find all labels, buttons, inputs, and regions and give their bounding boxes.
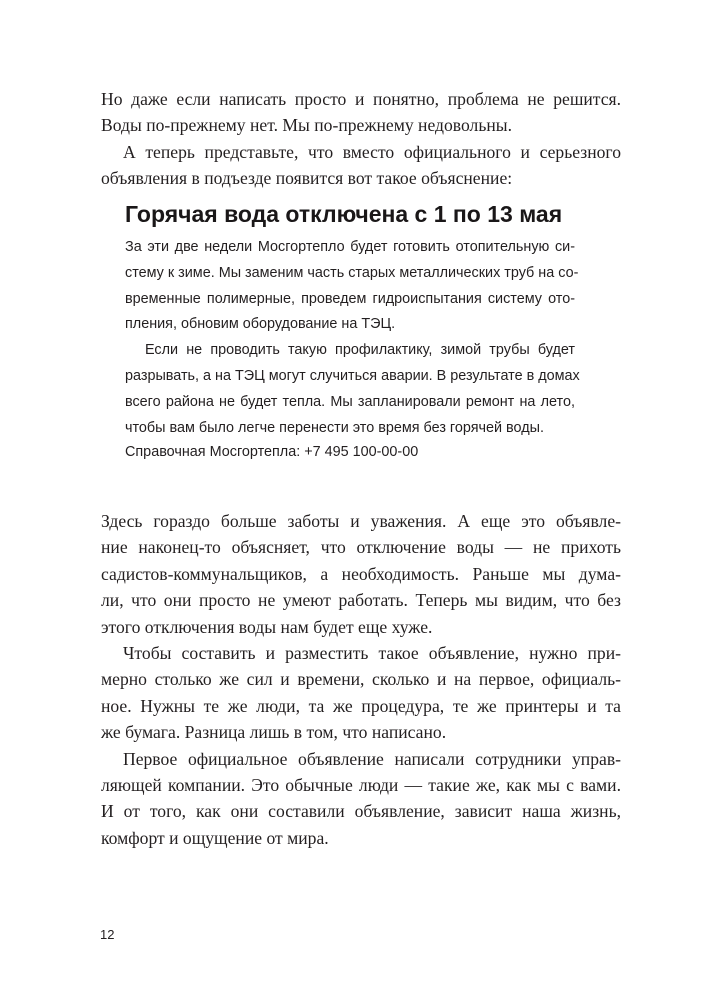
text-line: объявления в подъезде появится вот такое объяснение: bbox=[101, 168, 513, 189]
notice-line: временные полимерные, проведем гидроиспытания систему ото- bbox=[125, 290, 575, 307]
notice-phone: Справочная Мосгортепла: +7 495 100-00-00 bbox=[125, 444, 419, 460]
text-line: Но даже если написать просто и понятно, проблема не решится. bbox=[101, 89, 621, 109]
text-line: Воды по-прежнему нет. Мы по-прежнему недовольны. bbox=[101, 115, 512, 136]
notice-title: Горячая вода отключена с 1 по 13 мая bbox=[125, 201, 563, 227]
text-line: Первое официальное объявление написали сотрудники управ- bbox=[123, 748, 621, 769]
notice-body bbox=[125, 235, 580, 441]
notice-line: разрывать, а на ТЭЦ могут случиться аварии. В результате в домах bbox=[125, 367, 580, 384]
text-line: комфорт и ощущение от мира. bbox=[101, 827, 329, 848]
notice-line: Если не проводить такую профилактику, зимой трубы будет bbox=[145, 342, 575, 359]
text-line: же бумага. Разница лишь в том, что написано. bbox=[101, 722, 447, 743]
text-line: мерно столько же сил и времени, сколько и на первое, официаль- bbox=[101, 669, 621, 690]
page-number: 12 bbox=[100, 927, 115, 942]
text-line: Здесь гораздо больше заботы и уважения. А еще это объявле- bbox=[101, 511, 621, 531]
text-line: садистов-коммунальщиков, а необходимость. Раньше мы дума- bbox=[101, 563, 621, 584]
intro-paragraphs bbox=[101, 86, 621, 192]
text-line: Чтобы составить и разместить такое объявление, нужно при- bbox=[123, 643, 621, 664]
commentary-paragraphs bbox=[101, 508, 621, 851]
text-line: ние наконец-то объясняет, что отключение воды — не прихоть bbox=[101, 537, 621, 558]
notice-line: За эти две недели Мосгортепло будет готовить отопительную си- bbox=[125, 239, 575, 255]
notice-line: пления, обновим оборудование на ТЭЦ. bbox=[125, 316, 396, 333]
text-line: И от того, как они составили объявление, зависит наша жизнь, bbox=[101, 801, 621, 822]
notice-line: всего района не будет тепла. Мы запланировали ремонт на лето, bbox=[125, 393, 575, 410]
notice-line: чтобы вам было легче перенести это время без горячей воды. bbox=[125, 419, 544, 436]
text-line: этого отключения воды нам будет еще хуже. bbox=[101, 616, 433, 637]
text-line: ляющей компании. Это обычные люди — такие же, как мы с вами. bbox=[101, 775, 621, 796]
text-line: ли, что они просто не умеют работать. Теперь мы видим, что без bbox=[101, 590, 621, 611]
text-line: ное. Нужны те же люди, та же процедура, те же принтеры и та bbox=[101, 695, 621, 716]
notice-line: стему к зиме. Мы заменим часть старых металлических труб на со- bbox=[125, 264, 579, 281]
text-line: А теперь представьте, что вместо официального и серьезного bbox=[123, 141, 621, 162]
